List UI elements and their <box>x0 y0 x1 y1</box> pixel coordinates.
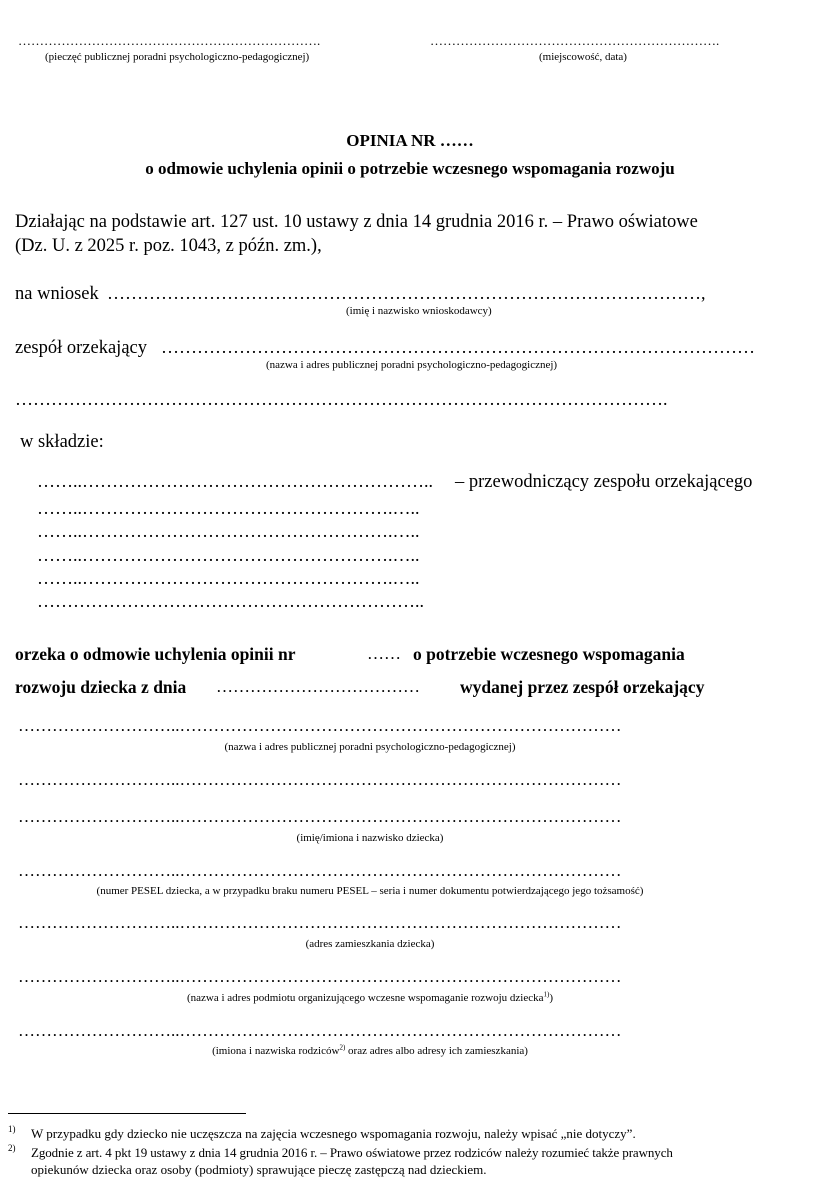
field-provider-dots: ………………………..…………………………………………………………………… <box>18 967 622 986</box>
footnote-2-line1: Zgodnie z art. 4 pkt 19 ustawy z dnia 14 grudnia 2016 r. – Prawo oświatowe przez rodziców należy rozumieć także prawnych <box>31 1145 673 1160</box>
footnote-2-line2: opiekunów dziecka oraz osoby (podmioty) sprawujące pieczę zastępczą nad dzieckiem. <box>31 1162 487 1177</box>
member-line: ……..…………………………………………….….. <box>37 521 420 541</box>
field-clinic-dots: ………………………..…………………………………………………………………… <box>18 716 622 735</box>
applicant-dots: ………………………………………………………………………………………, <box>107 283 706 303</box>
document-subtitle: o odmowie uchylenia opinii o potrzebie wczesnego wspomagania rozwoju <box>145 159 675 178</box>
applicant-caption: (imię i nazwisko wnioskodawcy) <box>346 305 492 317</box>
field-parents-caption: (imiona i nazwiska rodziców$^{2)}$ oraz adres albo adresy ich zamieszkania) <box>212 1043 528 1057</box>
field-parents-dots: ………………………..…………………………………………………………………… <box>18 1021 622 1040</box>
field-provider-caption: (nazwa i adres podmiotu organizującego wczesne wspomaganie rozwoju dziecka$^{1)}$) <box>186 990 554 1004</box>
field-pesel-caption: (numer PESEL dziecka, a w przypadku braku numeru PESEL – seria i numer dokumentu potwierdzającego jego tożsamość) <box>96 885 644 897</box>
team-label: zespół orzekający <box>15 338 147 358</box>
footnote-ref: 2) <box>339 1043 346 1052</box>
field-clinic-dots-line2: ………………………..…………………………………………………………………… <box>18 770 622 789</box>
document-title: OPINIA NR …… <box>346 131 474 150</box>
footnote-separator <box>8 1113 246 1114</box>
decision-line2-part2: wydanej przez zespół orzekający <box>460 677 705 697</box>
field-pesel-dots: ………………………..…………………………………………………………………… <box>18 861 622 880</box>
team-dots: ……………………………………………………………………………………… <box>161 337 755 357</box>
legal-basis-line1: Działając na podstawie art. 127 ust. 10 ustawy z dnia 14 grudnia 2016 r. – Prawo oświatowe <box>15 212 698 232</box>
field-address-caption: (adres zamieszkania dziecka) <box>305 938 435 950</box>
member-line: ……………………………………………………….. <box>37 591 424 611</box>
field-clinic-caption: (nazwa i adres publicznej poradni psychologiczno-pedagogicznej) <box>224 741 516 753</box>
member-line: ……..…………………………………………….….. <box>37 498 420 518</box>
decision-line1-dots: …… <box>367 644 401 663</box>
composition-label: w składzie: <box>20 432 104 452</box>
place-date-caption: (miejscowość, data) <box>539 51 627 63</box>
team-dots-line2: ………………………………………………………………………………………………. <box>15 389 668 409</box>
decision-line1-part2: o potrzebie wczesnego wspomagania <box>413 644 685 664</box>
field-child-name-dots: ………………………..…………………………………………………………………… <box>18 807 622 826</box>
decision-line1-part1: orzeka o odmowie uchylenia opinii nr <box>15 644 296 664</box>
chair-role: – przewodniczący zespołu orzekającego <box>455 472 753 492</box>
field-address-dots: ………………………..…………………………………………………………………… <box>18 913 622 932</box>
field-child-name-caption: (imię/imiona i nazwisko dziecka) <box>296 832 444 844</box>
stamp-caption: (pieczęć publicznej poradni psychologiczno-pedagogicznej) <box>45 51 310 63</box>
member-line: ……..…………………………………………….….. <box>37 568 420 588</box>
footnote-2-mark: 2) <box>8 1143 16 1153</box>
chair-dots: ……..………………………………………………….. <box>37 471 433 491</box>
legal-basis-line2: (Dz. U. z 2025 r. poz. 1043, z późn. zm.), <box>15 236 322 256</box>
applicant-label: na wniosek <box>15 284 99 304</box>
decision-line2-part1: rozwoju dziecka z dnia <box>15 677 187 697</box>
footnote-1-text: W przypadku gdy dziecko nie uczęszcza na zajęcia wczesnego wspomagania rozwoju, należy wpisać „nie dotyczy”. <box>31 1126 636 1141</box>
footnote-ref: 1) <box>543 990 550 999</box>
team-caption: (nazwa i adres publicznej poradni psychologiczno-pedagogicznej) <box>266 359 558 371</box>
footnote-1-mark: 1) <box>8 1124 16 1134</box>
stamp-dots: ……………………………………………………………. <box>18 33 321 48</box>
decision-line2-dots: ……………………………… <box>216 677 420 696</box>
place-date-dots: …………………………………………………………. <box>430 33 720 48</box>
member-line: ……..…………………………………………….….. <box>37 545 420 565</box>
